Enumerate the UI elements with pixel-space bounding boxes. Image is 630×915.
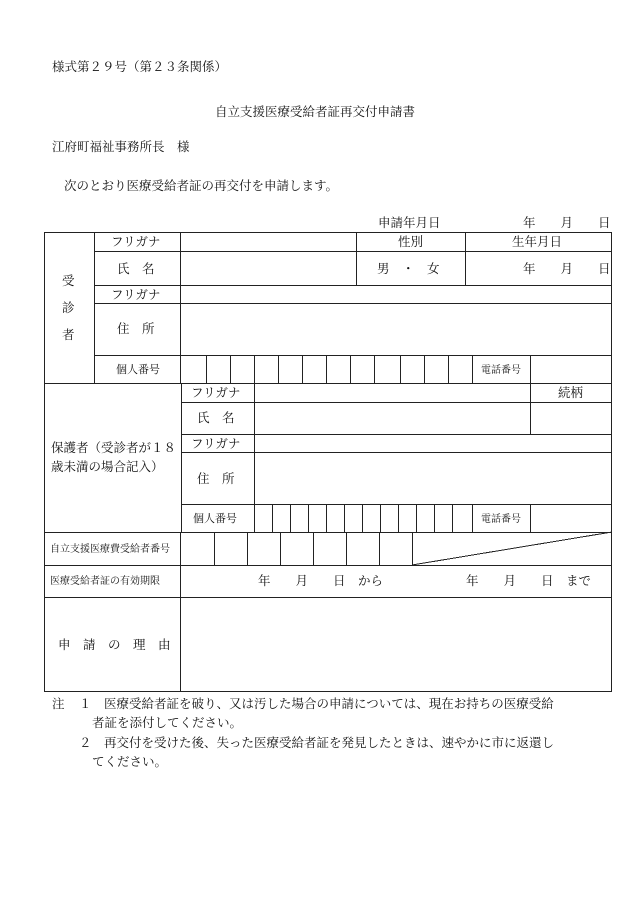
patient-birthdate-label: 生年月日 [512,234,563,249]
addressee: 江府町福祉事務所長 様 [52,139,190,154]
application-date-fill: 年 月 日 [523,215,611,230]
patient-section-label-3: 者 [62,327,75,342]
patient-section-label-2: 診 [62,300,75,315]
recipient-number-label: 自立支援医療費受給者番号 [50,544,170,555]
guardian-furigana-label: フリガナ [191,385,241,400]
guardian-section-label-line1: 保護者（受診者が１８ [51,440,177,455]
validity-from: 年 月 日 から [258,573,384,588]
patient-section-label-1: 受 [62,273,75,288]
note-2-number: ２ [79,735,92,750]
guardian-mynumber-label: 個人番号 [193,512,237,525]
note-1-line2: 者証を添付してください。 [92,715,243,730]
form-number: 様式第２９号（第２３条関係） [52,59,228,74]
guardian-phone-label: 電話番号 [481,514,521,525]
guardian-relation-label: 続柄 [558,385,584,400]
note-2-line2: てください。 [92,754,168,769]
note-1-number: １ [79,696,92,711]
patient-name-label: 氏 名 [117,261,155,276]
patient-gender-options[interactable]: 男 ・ 女 [377,261,440,276]
patient-birthdate-fill: 年 月 日 [523,261,611,276]
guardian-name-label: 氏 名 [197,410,235,425]
patient-phone-label: 電話番号 [481,365,521,376]
note-2-line1: 再交付を受けた後、失った医療受給者証を発見したときは、速やかに市に返還し [104,735,555,750]
validity-to: 年 月 日 まで [466,573,592,588]
patient-mynumber-label: 個人番号 [116,363,160,376]
patient-address-furigana-label: フリガナ [111,287,161,302]
form-title: 自立支援医療受給者証再交付申請書 [214,104,415,119]
reason-label: 申 請 の 理 由 [58,637,171,652]
patient-address-label: 住 所 [117,321,155,336]
intro-text: 次のとおり医療受給者証の再交付を申請します。 [64,178,339,193]
guardian-address-label: 住 所 [197,471,235,486]
guardian-address-furigana-label: フリガナ [191,436,241,451]
patient-furigana-label: フリガナ [111,234,161,249]
note-1-line1: 医療受給者証を破り、又は汚した場合の申請については、現在お持ちの医療受給 [104,696,554,711]
application-date-label: 申請年月日 [378,215,441,230]
note-mark: 注 [52,696,65,711]
validity-label: 医療受給者証の有効期限 [50,576,160,587]
patient-gender-label: 性別 [398,234,424,249]
guardian-section-label-line2: 歳未満の場合記入） [51,459,164,474]
